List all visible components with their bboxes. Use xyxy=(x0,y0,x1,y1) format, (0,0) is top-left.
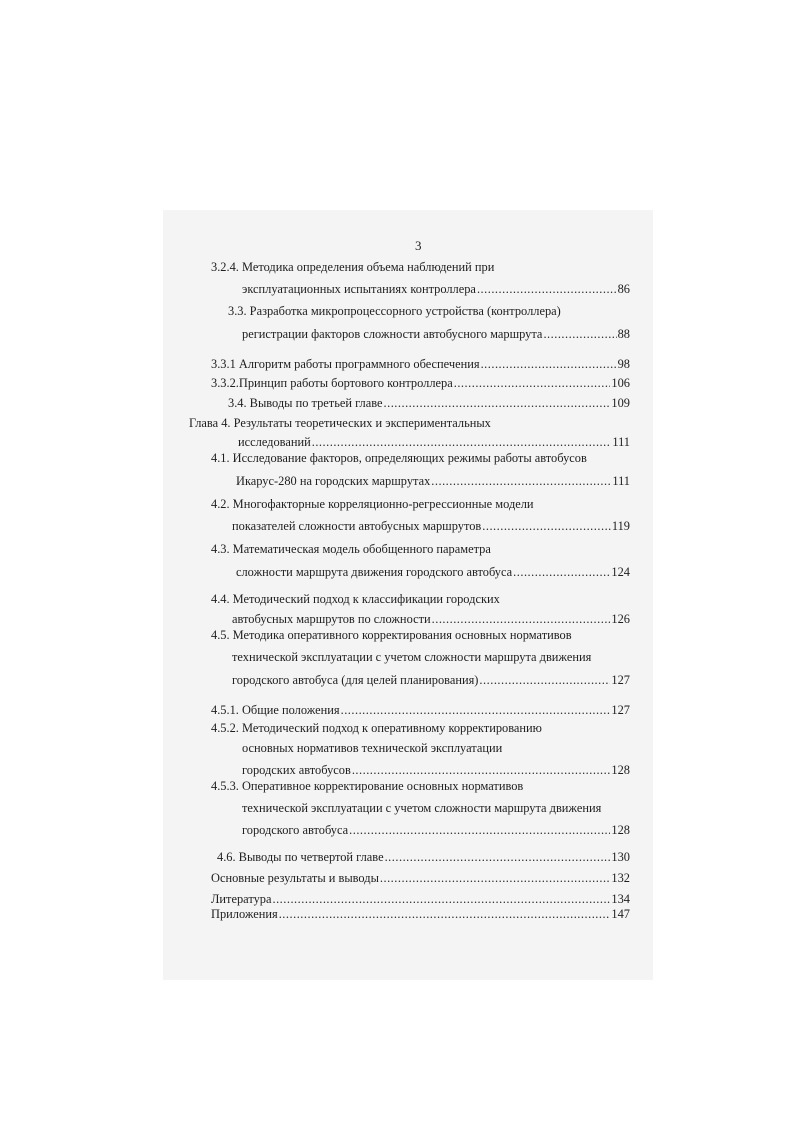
toc-entry-text: автобусных маршрутов по сложности xyxy=(232,612,431,626)
toc-entry-4-1-title: 4.1. Исследование факторов, определяющих режимы работы автобусов xyxy=(211,451,587,465)
toc-page-number: 111 xyxy=(612,435,630,449)
toc-page-number: 111 xyxy=(612,474,630,488)
toc-entry-4-5 xyxy=(232,673,630,688)
toc-chapter-4 xyxy=(238,435,630,450)
toc-entry-4-5-3-title: 4.5.3. Оперативное корректирование основных нормативов xyxy=(211,779,524,793)
toc-page-number: 127 xyxy=(611,673,630,687)
toc-entry-3-3-2 xyxy=(211,376,630,391)
toc-entry-text: 4.6. Выводы по четвертой главе xyxy=(217,850,384,864)
toc-entry-text: 3.3.1 Алгоритм работы программного обеспечения xyxy=(211,357,480,371)
toc-entry-results xyxy=(211,871,630,886)
toc-entry-4-6 xyxy=(217,850,630,865)
toc-entry-literature xyxy=(211,892,630,907)
toc-entry-text: регистрации факторов сложности автобусного маршрута xyxy=(242,327,543,341)
toc-page-number: 147 xyxy=(611,907,630,921)
toc-page-number: 124 xyxy=(611,565,630,579)
toc-entry-text: 3.3.2.Принцип работы бортового контроллера xyxy=(211,376,453,390)
toc-page-number: 127 xyxy=(611,703,630,717)
toc-page-number: 128 xyxy=(611,763,630,777)
toc-entry-4-5-title: 4.5. Методика оперативного корректирования основных нормативов xyxy=(211,628,572,642)
toc-page-number: 119 xyxy=(611,519,630,533)
toc-entry-text: городского автобуса xyxy=(242,823,349,837)
toc-entry-3-2-4-title: 3.2.4. Методика определения объема наблюдений при xyxy=(211,260,495,274)
toc-entry-4-2-title: 4.2. Многофакторные корреляционно-регрессионные модели xyxy=(211,497,534,511)
toc-page-number: 98 xyxy=(617,357,630,371)
toc-entry-4-5-3 xyxy=(242,823,630,838)
toc-chapter-4-title: Глава 4. Результаты теоретических и экспериментальных xyxy=(189,416,491,430)
toc-entry-4-5-2-title: 4.5.2. Методический подход к оперативному корректированию xyxy=(211,721,542,735)
toc-entry-4-4-title: 4.4. Методический подход к классификации городских xyxy=(211,592,500,606)
toc-entry-3-2-4 xyxy=(242,282,630,297)
toc-page-number: 126 xyxy=(611,612,630,626)
page-number: 3 xyxy=(415,238,422,253)
toc-page-number: 132 xyxy=(611,871,630,885)
toc-entry-4-5-2-line2: основных нормативов технической эксплуатации xyxy=(242,741,503,755)
toc-page-number: 109 xyxy=(611,396,630,410)
toc-entry-text: Приложения xyxy=(211,907,278,921)
toc-entry-text: 4.5.1. Общие положения xyxy=(211,703,340,717)
toc-entry-text: городских автобусов xyxy=(242,763,351,777)
toc-entry-text: 3.4. Выводы по третьей главе xyxy=(228,396,383,410)
toc-entry-4-5-2 xyxy=(242,763,630,778)
toc-entry-4-4 xyxy=(232,612,630,627)
toc-entry-text: показателей сложности автобусных маршрутов xyxy=(232,519,482,533)
toc-entry-4-5-line2: технической эксплуатации с учетом сложности маршрута движения xyxy=(232,650,592,664)
toc-page-number: 88 xyxy=(617,327,630,341)
toc-entry-appendices xyxy=(211,907,630,922)
toc-entry-3-4 xyxy=(228,396,630,411)
toc-page-number: 106 xyxy=(611,376,630,390)
toc-entry-3-3-1 xyxy=(211,357,630,372)
toc-entry-4-1 xyxy=(236,474,630,489)
toc-entry-text: Литература xyxy=(211,892,272,906)
toc-entry-4-5-3-line2: технической эксплуатации с учетом сложности маршрута движения xyxy=(242,801,602,815)
toc-entry-text: городского автобуса (для целей планирования) xyxy=(232,673,479,687)
toc-entry-4-2 xyxy=(232,519,630,534)
toc-entry-text: исследований xyxy=(238,435,311,449)
toc-entry-4-5-1 xyxy=(211,703,630,718)
toc-page-number: 134 xyxy=(611,892,630,906)
toc-entry-3-3 xyxy=(242,327,630,342)
toc-entry-3-3-title: 3.3. Разработка микропроцессорного устройства (контроллера) xyxy=(228,304,561,318)
toc-page-number: 128 xyxy=(611,823,630,837)
toc-entry-4-3-title: 4.3. Математическая модель обобщенного параметра xyxy=(211,542,491,556)
toc-page-number: 130 xyxy=(611,850,630,864)
toc-entry-text: эксплуатационных испытаниях контроллера xyxy=(242,282,476,296)
toc-entry-4-3 xyxy=(236,565,630,580)
toc-entry-text: Икарус-280 на городских маршрутах xyxy=(236,474,431,488)
toc-entry-text: сложности маршрута движения городского автобуса xyxy=(236,565,513,579)
toc-entry-text: Основные результаты и выводы xyxy=(211,871,379,885)
toc-page-number: 86 xyxy=(617,282,630,296)
